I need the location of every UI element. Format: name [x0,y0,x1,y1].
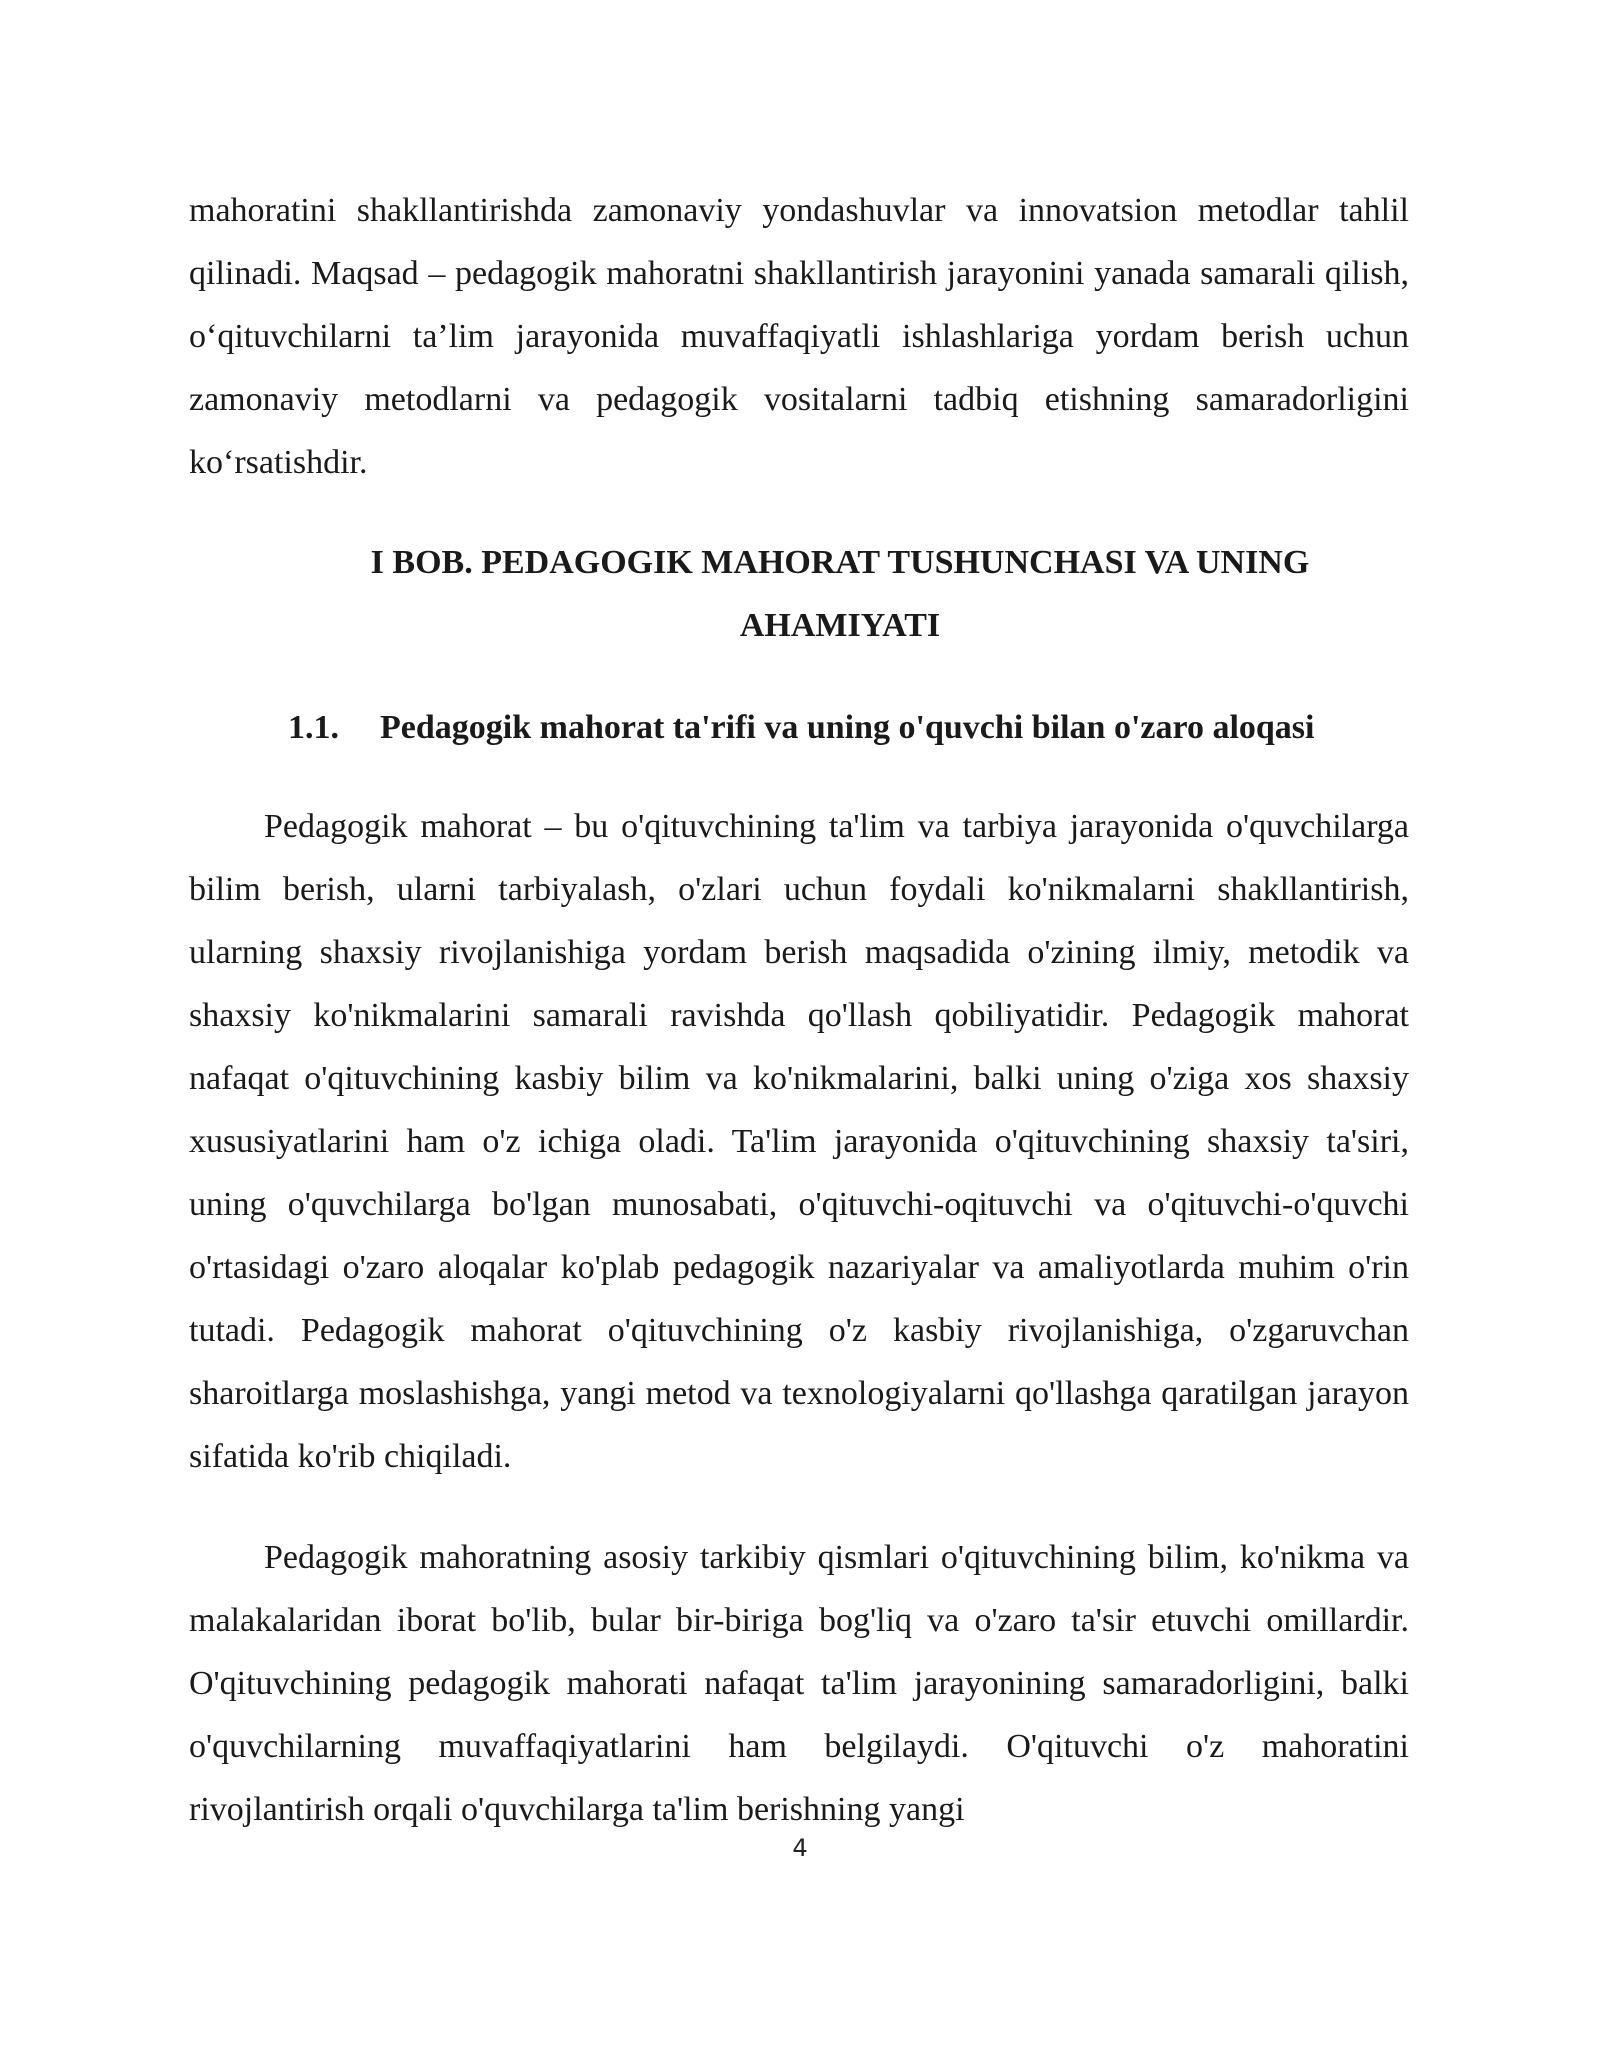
section-number: 1.1. [288,709,339,746]
intro-paragraph: mahoratini shakllantirishda zamonaviy yondashuvlar va innovatsion metodlar tahlil qilinadi. Maqsad – pedagogik mahoratni shakllantirish jarayonini yanada samarali qilish, o‘qituvchilarni ta’lim jarayonida muvaffaqiyatli ishlashlariga yordam berish uchun zamonaviy metodlarni va pedagogik vositalarni tadbiq etishning samaradorligini ko‘rsatishdir. [189,192,1409,481]
body-paragraph: Pedagogik mahoratning asosiy tarkibiy qismlari o'qituvchining bilim, ko'nikma va malakalaridan iborat bo'lib, bular bir-biriga bog'liq va o'zaro ta'sir etuvchi omillardir. O'qituvchining pedagogik mahorati nafaqat ta'lim jarayonining samaradorligini, balki o'quvchilarning muvaffaqiyatlarini ham belgilaydi. O'qituvchi o'z mahoratini rivojlantirish orqali o'quvchilarga ta'lim berishning yangi [189,1539,1409,1828]
chapter-title-line-2: AHAMIYATI [739,607,941,644]
chapter-heading [320,531,1360,657]
body-paragraph: Pedagogik mahorat – bu o'qituvchining ta'lim va tarbiya jarayonida o'quvchilarga bilim berish, ularni tarbiyalash, o'zlari uchun foydali ko'nikmalarni shakllantirish, ularning shaxsiy rivojlanishiga yordam berish maqsadida o'zining ilmiy, metodik va shaxsiy ko'nikmalarini samarali ravishda qo'llash qobiliyatidir. Pedagogik mahorat nafaqat o'qituvchining kasbiy bilim va ko'nikmalarini, balki uning o'ziga xos shaxsiy xususiyatlarini ham o'z ichiga oladi. Ta'lim jarayonida o'qituvchining shaxsiy ta'siri, uning o'quvchilarga bo'lgan munosabati, o'qituvchi-oqituvchi va o'qituvchi-o'quvchi o'rtasidagi o'zaro aloqalar ko'plab pedagogik nazariyalar va amaliyotlarda muhim o'rin tutadi. Pedagogik mahorat o'qituvchining o'z kasbiy rivojlanishiga, o'zgaruvchan sharoitlarga moslashishga, yangi metod va texnologiyalarni qo'llashga qaratilgan jarayon sifatida ko'rib chiqiladi. [189,808,1409,1475]
chapter-title-line-1: I BOB. PEDAGOGIK MAHORAT TUSHUNCHASI VA UNING [370,544,1310,581]
section-title: Pedagogik mahorat ta'rifi va uning o'quvchi bilan o'zaro aloqasi [380,709,1315,746]
section-heading [288,696,1398,759]
page-number: 4 [792,1834,808,1862]
